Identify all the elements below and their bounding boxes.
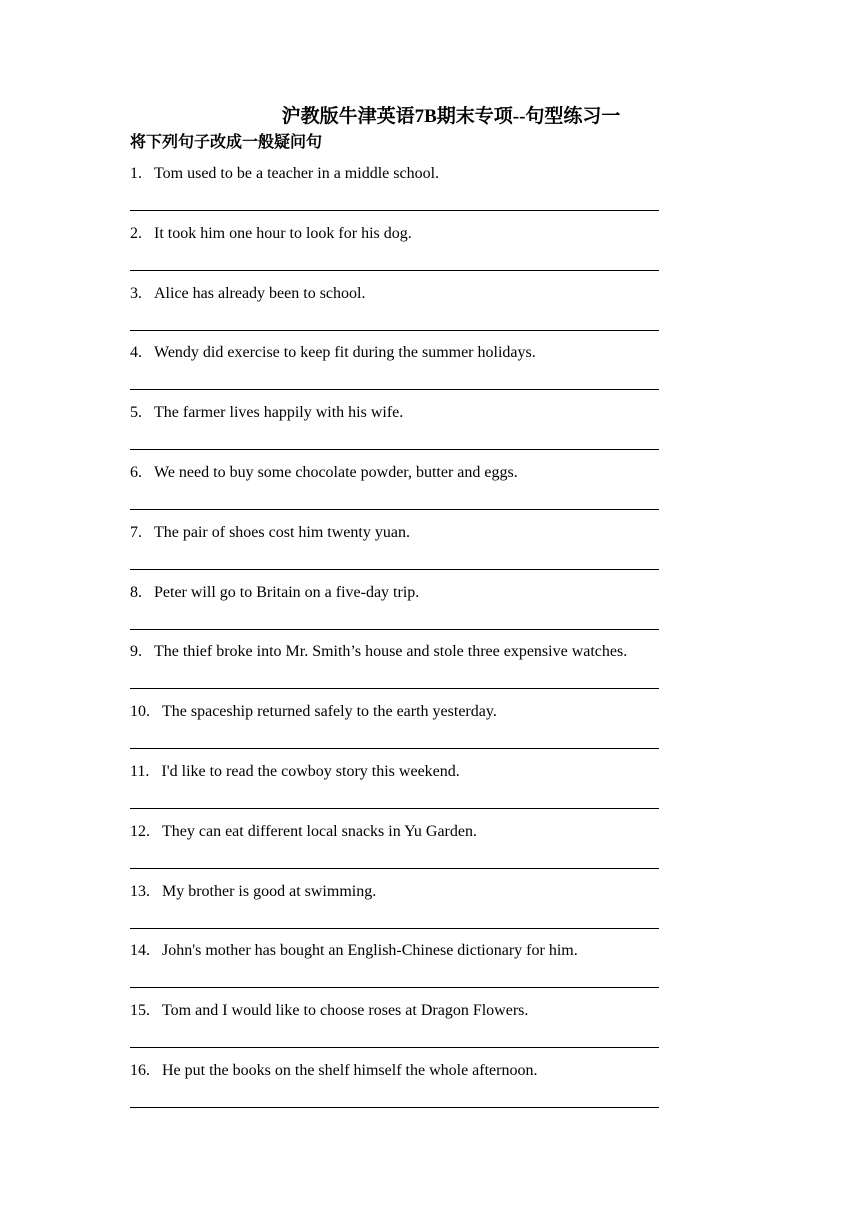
- question-text: [130, 462, 690, 484]
- question-text: [130, 940, 690, 962]
- answer-line[interactable]: [130, 928, 659, 929]
- question-sentence: We need to buy some chocolate powder, butter and eggs.: [154, 463, 518, 481]
- question-item: [130, 1000, 690, 1060]
- question-number: 3.: [130, 284, 142, 302]
- question-number: 1.: [130, 165, 142, 182]
- question-item: [130, 940, 690, 1000]
- question-sentence: Peter will go to Britain on a five-day trip.: [154, 583, 420, 601]
- question-sentence: The farmer lives happily with his wife.: [154, 404, 404, 422]
- answer-line[interactable]: [130, 808, 659, 809]
- question-item: [130, 223, 690, 283]
- question-number: 8.: [130, 583, 142, 601]
- question-sentence: Tom and I would like to choose roses at Dragon Flowers.: [162, 1002, 529, 1020]
- question-item: [130, 881, 690, 941]
- question-sentence: The thief broke into Mr. Smith’s house and stole three expensive watches.: [154, 643, 628, 661]
- question-item: [130, 402, 690, 462]
- question-sentence: Wendy did exercise to keep fit during the summer holidays.: [154, 344, 536, 362]
- question-item: [130, 1060, 690, 1120]
- question-item: [130, 342, 690, 402]
- question-text: [130, 163, 690, 185]
- question-number: 5.: [130, 404, 142, 422]
- question-number: 7.: [130, 523, 142, 541]
- question-text: [130, 641, 690, 663]
- question-sentence: The spaceship returned safely to the earth yesterday.: [162, 703, 497, 721]
- question-text: [130, 1060, 690, 1082]
- question-number: 11.: [130, 762, 150, 780]
- question-text: [130, 1000, 690, 1022]
- question-number: 2.: [130, 224, 142, 242]
- instruction-heading: 将下列句子改成一般疑问句: [130, 134, 323, 151]
- question-number: 14.: [130, 942, 150, 960]
- answer-line[interactable]: [130, 1047, 659, 1048]
- answer-line[interactable]: [130, 868, 659, 869]
- question-item: [130, 283, 690, 343]
- answer-line[interactable]: [130, 330, 659, 331]
- question-text: [130, 342, 690, 364]
- answer-line[interactable]: [130, 629, 659, 630]
- question-item: [130, 821, 690, 881]
- answer-line[interactable]: [130, 270, 659, 271]
- answer-line[interactable]: [130, 389, 659, 390]
- question-text: [130, 761, 690, 783]
- question-sentence: My brother is good at swimming.: [162, 882, 377, 900]
- question-list: [130, 163, 690, 1120]
- answer-line[interactable]: [130, 509, 659, 510]
- question-text: [130, 223, 690, 245]
- answer-line[interactable]: [130, 1107, 659, 1108]
- question-number: 6.: [130, 463, 142, 481]
- question-text: [130, 881, 690, 903]
- question-text: [130, 701, 690, 723]
- question-number: 16.: [130, 1061, 150, 1079]
- question-item: [130, 163, 690, 223]
- answer-line[interactable]: [130, 569, 659, 570]
- answer-line[interactable]: [130, 987, 659, 988]
- question-sentence: It took him one hour to look for his dog.: [154, 224, 412, 242]
- question-number: 13.: [130, 882, 150, 900]
- question-item: [130, 462, 690, 522]
- question-sentence: John's mother has bought an English-Chinese dictionary for him.: [162, 942, 578, 960]
- question-sentence: He put the books on the shelf himself the whole afternoon.: [162, 1061, 538, 1079]
- question-text: [130, 522, 690, 544]
- question-text: [130, 821, 690, 843]
- question-sentence: Tom used to be a teacher in a middle school.: [154, 165, 440, 182]
- question-number: 4.: [130, 344, 142, 362]
- answer-line[interactable]: [130, 688, 659, 689]
- question-item: [130, 641, 690, 701]
- answer-line[interactable]: [130, 449, 659, 450]
- question-item: [130, 761, 690, 821]
- answer-line[interactable]: [130, 210, 659, 211]
- answer-line[interactable]: [130, 748, 659, 749]
- question-sentence: The pair of shoes cost him twenty yuan.: [154, 523, 410, 541]
- question-sentence: Alice has already been to school.: [154, 284, 366, 302]
- question-number: 9.: [130, 643, 142, 661]
- question-number: 15.: [130, 1002, 150, 1020]
- question-number: 10.: [130, 703, 150, 721]
- question-number: 12.: [130, 822, 150, 840]
- question-item: [130, 701, 690, 761]
- page-title: 沪教版牛津英语7B期末专项--句型练习一: [281, 106, 621, 127]
- question-sentence: They can eat different local snacks in Yu Garden.: [162, 822, 477, 840]
- question-text: [130, 402, 690, 424]
- question-text: [130, 582, 690, 604]
- question-item: [130, 582, 690, 642]
- question-text: [130, 283, 690, 305]
- question-item: [130, 522, 690, 582]
- question-sentence: I'd like to read the cowboy story this weekend.: [161, 762, 460, 780]
